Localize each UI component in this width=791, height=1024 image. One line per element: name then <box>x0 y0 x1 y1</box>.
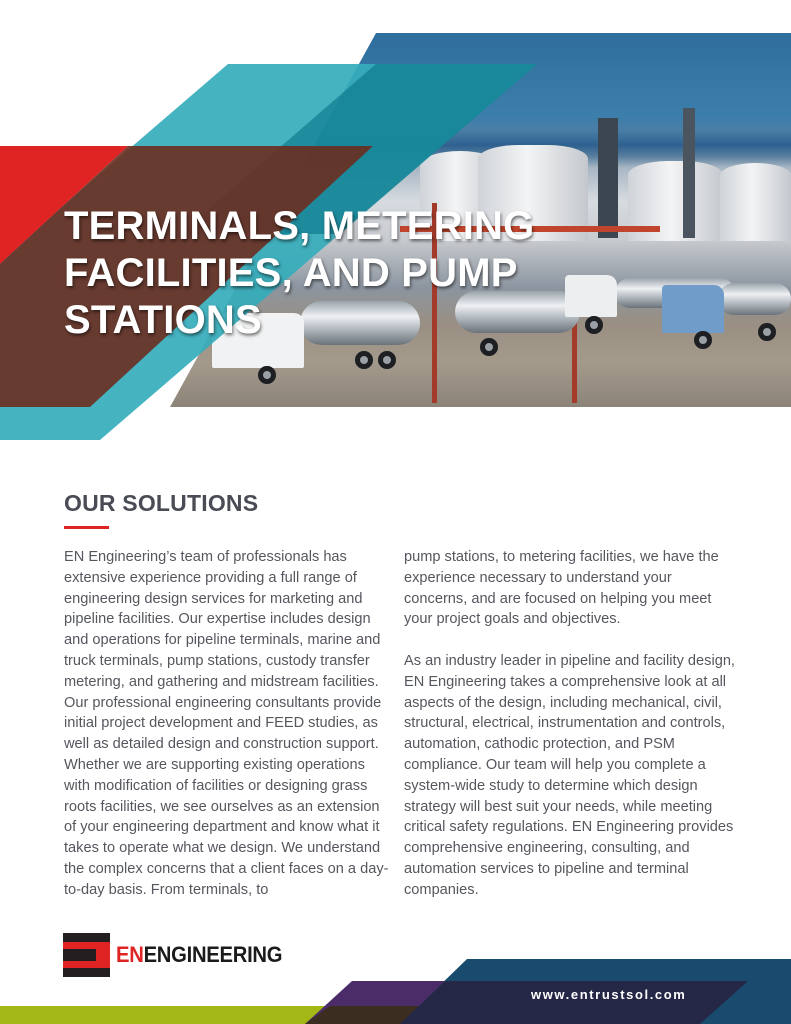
logo-prefix: EN <box>116 942 144 967</box>
page-title <box>64 203 584 344</box>
paragraph: pump stations, to metering facilities, we have the experience necessary to understand your concerns, and are focused on helping you meet your project goals and objectives. <box>404 549 719 628</box>
refinery-tower <box>683 108 695 238</box>
paragraph: As an industry leader in pipeline and facility design, EN Engineering takes a comprehensive look at all aspects of the design, including mechanical, civil, structural, electrical, instrumentation and controls, automation, cathodic protection, and PSM compliance. Our team will help you complete a system-wide study to determine which design strategy will best suit your needs, while meeting critical safety regulations. EN Engineering provides comprehensive engineering, consulting, and automation services to pipeline and terminal companies. <box>404 652 735 898</box>
tanker-trailer <box>718 283 791 315</box>
refinery-tower <box>598 118 618 238</box>
truck-wheel <box>378 351 396 369</box>
paragraph: EN Engineering’s team of professionals has extensive experience providing a full range of engineering design services for marketing and pipeline facilities. Our expertise includes design and operations for pipeline terminals, marine and truck terminals, pump stations, custody transfer metering, and gathering and midstream facilities. Our professional engineering consultants provide initial project development and FEED studies, as well as detailed design and construction support. Whether we are supporting existing operations with modification of facilities or designing grass roots facilities, we see ourselves as an extension of your engineering department and know what it takes to operate what we design. We understand the complex concerns that a client faces on a day-to-day basis. From terminals, to <box>64 549 389 898</box>
section-heading: OUR SOLUTIONS <box>64 490 259 516</box>
title-line-2: FACILITIES, AND PUMP <box>64 251 518 295</box>
body-column-left <box>64 547 394 901</box>
truck-wheel <box>585 316 603 334</box>
heading-underline <box>64 526 109 529</box>
green-footer-stripe <box>0 1006 340 1024</box>
truck-wheel <box>258 366 276 384</box>
truck-wheel <box>694 331 712 349</box>
truck-wheel <box>355 351 373 369</box>
logo-suffix: ENGINEERING <box>143 942 283 967</box>
website-link[interactable]: www.entrustsol.com <box>531 987 687 1002</box>
truck-wheel <box>758 323 776 341</box>
truck-cab <box>662 285 724 333</box>
company-logo <box>63 933 297 977</box>
logo-e-icon <box>63 933 110 977</box>
title-line-1: TERMINALS, METERING <box>64 204 535 248</box>
title-line-3: STATIONS <box>64 298 262 342</box>
body-column-right <box>404 547 739 901</box>
storage-tank <box>720 163 791 241</box>
logo-wordmark <box>116 942 282 968</box>
